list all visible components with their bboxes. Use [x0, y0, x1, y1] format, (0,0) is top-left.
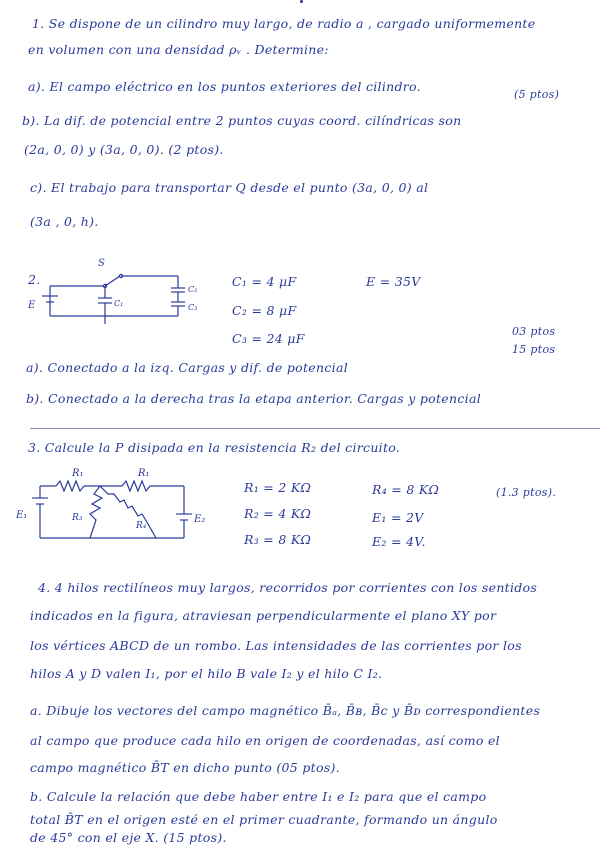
r1-label-left: R₁	[72, 468, 84, 479]
e1-label: E₁	[16, 510, 28, 521]
resistor-circuit-diagram	[14, 468, 204, 548]
c2-label: C₂	[188, 285, 198, 294]
r1-label-right: R₁	[138, 468, 150, 479]
q2-number: 2.	[28, 272, 41, 287]
q3-title: 3. Calcule la P disipada en la resistencia R₂ del circuito.	[28, 440, 401, 455]
q4-part-a-line-1: a. Dibuje los vectores del campo magnético B̄ₐ, B̄ʙ, B̄c y B̄ᴅ correspondientes	[30, 703, 541, 718]
r3-label: R₃	[72, 513, 83, 523]
section-divider	[30, 428, 600, 429]
capacitor-circuit-diagram	[28, 258, 228, 338]
q1-part-a-points: (5 ptos)	[514, 88, 560, 101]
q3-e2-value: E₂ = 4V.	[372, 534, 426, 549]
q4-line-1: 4. 4 hilos rectilíneos muy largos, recorridos por corrientes con los sentidos	[38, 580, 538, 595]
q3-e1-value: E₁ = 2V	[372, 510, 424, 525]
q4-part-a-line-3: campo magnético B̄T en dicho punto (05 ptos).	[30, 760, 340, 775]
q2-c3-value: C₃ = 24 μF	[232, 331, 305, 346]
q3-r2-value: R₂ = 4 KΩ	[244, 506, 312, 521]
q1-line-1: 1. Se dispone de un cilindro muy largo, de radio a , cargado uniformemente	[32, 16, 536, 31]
q2-emf-value: E = 35V	[366, 274, 421, 289]
q1-part-a: a). El campo eléctrico en los puntos exteriores del cilindro.	[28, 79, 421, 94]
q1-line-2: en volumen con una densidad ρᵥ . Determine:	[28, 42, 329, 57]
emf-label: E	[28, 300, 36, 311]
q2-c1-value: C₁ = 4 μF	[232, 274, 297, 289]
q4-line-4: hilos A y D valen I₁, por el hilo B vale I₂ y el hilo C I₂.	[30, 666, 383, 681]
switch-label: S	[98, 258, 105, 269]
q3-r4-value: R₄ = 8 KΩ	[372, 482, 440, 497]
q3-points: (1.3 ptos).	[496, 486, 557, 499]
q4-part-a-line-2: al campo que produce cada hilo en origen de coordenadas, así como el	[30, 733, 500, 748]
q3-r1-value: R₁ = 2 KΩ	[244, 480, 312, 495]
q4-part-b-line-3: de 45° con el eje X. (15 ptos).	[30, 830, 227, 845]
q3-r3-value: R₃ = 8 KΩ	[244, 532, 312, 547]
q1-part-c-line-1: c). El trabajo para transportar Q desde el punto (3a, 0, 0) al	[30, 180, 429, 195]
q1-part-b-line-1: b). La dif. de potencial entre 2 puntos cuyas coord. cilíndricas son	[22, 113, 462, 128]
q2-part-a: a). Conectado a la izq. Cargas y dif. de potencial	[26, 360, 348, 375]
e2-label: E₂	[194, 514, 206, 525]
q4-part-b-line-2: total B̄T en el origen esté en el primer cuadrante, formando un ángulo	[30, 812, 498, 827]
q2-points-1: 03 ptos	[512, 325, 556, 338]
ink-dot	[300, 0, 303, 3]
q1-part-c-line-2: (3a , 0, h).	[30, 214, 99, 229]
q2-part-b: b). Conectado a la derecha tras la etapa anterior. Cargas y potencial	[26, 391, 481, 406]
q2-points-2: 15 ptos	[512, 343, 556, 356]
c1-label: C₁	[114, 299, 124, 308]
r4-label: R₄	[136, 521, 147, 531]
q4-line-3: los vértices ABCD de un rombo. Las intensidades de las corrientes por los	[30, 638, 522, 653]
q2-c2-value: C₂ = 8 μF	[232, 303, 297, 318]
c3-label: C₃	[188, 303, 198, 312]
q4-line-2: indicados en la figura, atraviesan perpendicularmente el plano XY por	[30, 608, 497, 623]
q4-part-b-line-1: b. Calcule la relación que debe haber entre I₁ e I₂ para que el campo	[30, 789, 487, 804]
q1-part-b-line-2: (2a, 0, 0) y (3a, 0, 0). (2 ptos).	[24, 142, 224, 157]
